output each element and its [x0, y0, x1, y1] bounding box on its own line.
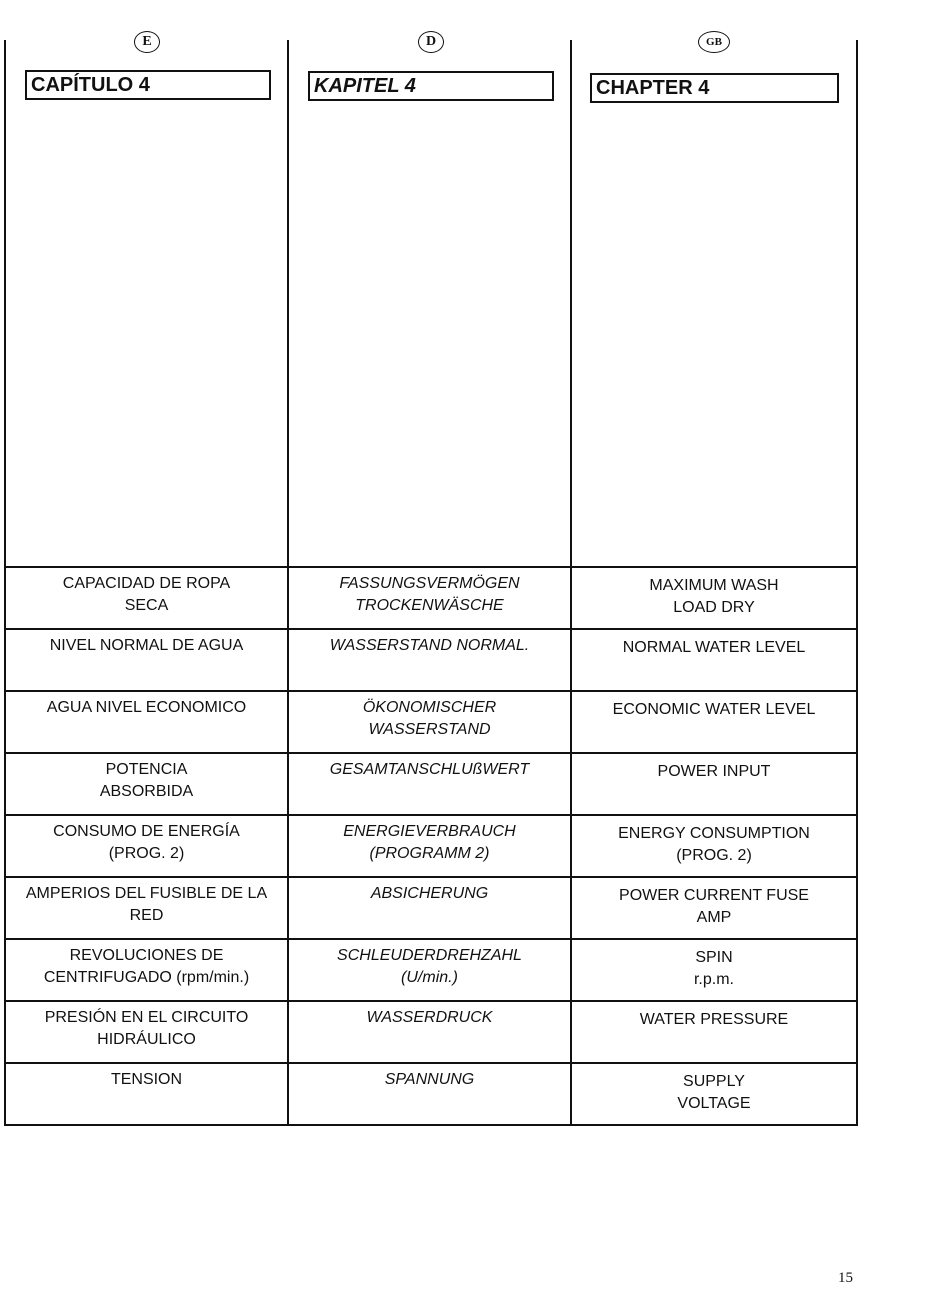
table-cell-spanish: PRESIÓN EN EL CIRCUITO HIDRÁULICO: [44, 1009, 249, 1048]
language-badge-d: D: [418, 31, 444, 53]
table-cell-english: POWER CURRENT FUSE AMP: [619, 887, 809, 926]
table-cell-spanish: AGUA NIVEL ECONOMICO: [46, 699, 247, 716]
chapter-heading-gb: CHAPTER 4: [590, 73, 839, 103]
language-badge-e: E: [134, 31, 160, 53]
table-cell-english: ECONOMIC WATER LEVEL: [612, 701, 816, 718]
language-badge-gb: GB: [698, 31, 730, 53]
table-cell-spanish: TENSION: [110, 1071, 183, 1088]
table-cell-spanish: AMPERIOS DEL FUSIBLE DE LA RED: [25, 885, 268, 924]
table-cell-spanish: POTENCIA ABSORBIDA: [99, 761, 194, 800]
table-cell-english: WATER PRESSURE: [639, 1011, 789, 1028]
table-cell-german: WASSERDRUCK: [366, 1009, 493, 1026]
table-cell-german: WASSERSTAND NORMAL.: [329, 637, 530, 654]
table-cell-german: FASSUNGSVERMÖGEN TROCKENWÄSCHE: [339, 575, 520, 614]
table-cell-english: MAXIMUM WASH LOAD DRY: [649, 577, 779, 616]
table-cell-english: ENERGY CONSUMPTION (PROG. 2): [618, 825, 810, 864]
table-cell-english: NORMAL WATER LEVEL: [622, 639, 806, 656]
table-cell-spanish: NIVEL NORMAL DE AGUA: [49, 637, 244, 654]
table-cell-spanish: CAPACIDAD DE ROPA SECA: [62, 575, 231, 614]
table-cell-german: ENERGIEVERBRAUCH (PROGRAMM 2): [343, 823, 516, 862]
table-cell-english: SPIN r.p.m.: [693, 949, 734, 988]
table-cell-german: GESAMTANSCHLUßWERT: [329, 761, 530, 778]
table-cell-spanish: REVOLUCIONES DE CENTRIFUGADO (rpm/min.): [43, 947, 250, 986]
column-divider-right: [856, 40, 858, 1126]
table-cell-german: ÖKONOMISCHER WASSERSTAND: [362, 699, 497, 738]
table-cell-german: SPANNUNG: [384, 1071, 475, 1088]
table-cell-english: SUPPLY VOLTAGE: [677, 1073, 751, 1112]
chapter-heading-d: KAPITEL 4: [308, 71, 554, 101]
page-number: 15: [838, 1270, 853, 1286]
chapter-heading-e: CAPÍTULO 4: [25, 70, 271, 100]
table-cell-german: ABSICHERUNG: [370, 885, 489, 902]
table-cell-spanish: CONSUMO DE ENERGÍA (PROG. 2): [53, 823, 240, 862]
table-cell-english: POWER INPUT: [657, 763, 771, 780]
table-cell-german: SCHLEUDERDREHZAHL (U/min.): [337, 947, 522, 986]
